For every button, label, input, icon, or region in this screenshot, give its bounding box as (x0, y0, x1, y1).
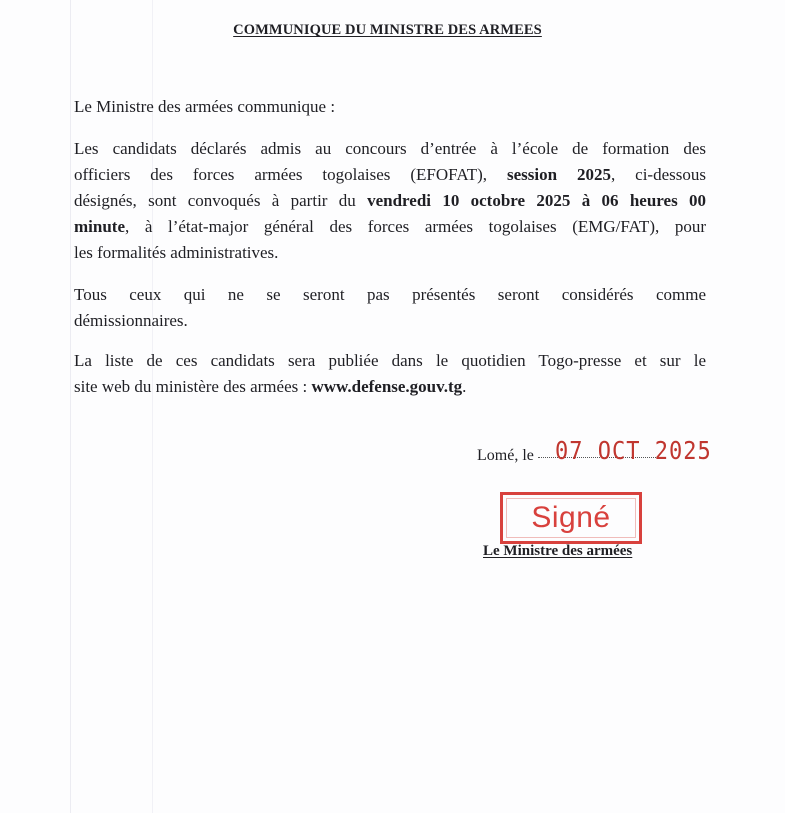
signed-stamp (500, 492, 642, 544)
date-label: Lomé, le (477, 447, 534, 464)
minute-emphasis: minute (74, 217, 125, 236)
text-segment: désignés, sont convoqués à partir du (74, 191, 368, 210)
paragraph-convocation (74, 136, 706, 266)
paragraph-line: Tous ceux qui ne se seront pas présentés seront considérés comme (74, 285, 706, 304)
datetime-emphasis: vendredi 10 octobre 2025 à 06 heures 00 (367, 191, 707, 210)
text-segment: , à l’état-major général des forces armées togolaises (EMG/FAT), pour (125, 217, 706, 236)
date-stamp: 07 OCT 2025 (555, 437, 712, 466)
scan-artifact-line (152, 0, 153, 813)
paragraph-line (74, 214, 706, 240)
paragraph-line (74, 188, 706, 214)
text-segment: site web du ministère des armées : (74, 377, 312, 396)
communique-title: COMMUNIQUE DU MINISTRE DES ARMEES (233, 22, 542, 38)
website-link: www.defense.gouv.tg (311, 377, 463, 396)
text-segment: officiers des forces armées togolaises (EFOFAT), (74, 165, 507, 184)
text-segment: , ci-dessous (610, 165, 706, 184)
signatory-title: Le Ministre des armées (483, 543, 633, 559)
paragraph-publication (74, 348, 706, 400)
signed-stamp-text: Signé (531, 501, 611, 534)
session-emphasis: session 2025 (506, 165, 611, 184)
text-segment: . (462, 377, 467, 396)
intro-line: Le Ministre des armées communique : (74, 97, 336, 116)
paragraph-resignation (74, 282, 706, 334)
scan-artifact-line (70, 0, 71, 813)
paragraph-line (74, 162, 706, 188)
paragraph-line: les formalités administratives. (74, 243, 279, 262)
paragraph-line: Les candidats déclarés admis au concours d’entrée à l’école de formation des (74, 139, 706, 158)
paragraph-line: La liste de ces candidats sera publiée dans le quotidien Togo-presse et sur le (74, 351, 706, 370)
paragraph-line: démissionnaires. (74, 311, 188, 330)
paragraph-line (74, 374, 706, 400)
